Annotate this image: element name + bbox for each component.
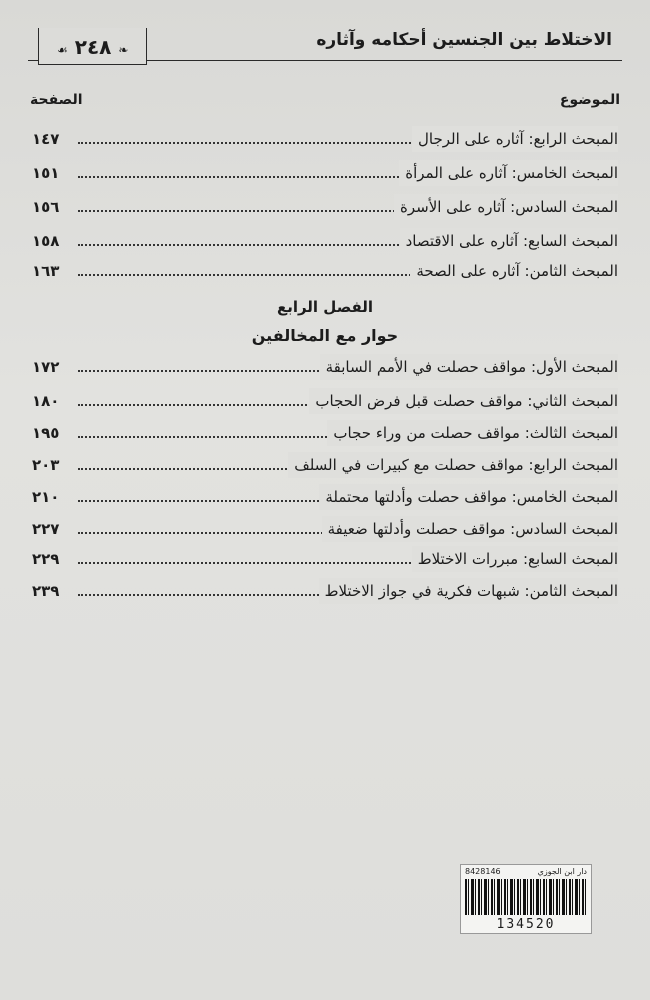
toc-row <box>32 228 618 254</box>
toc-row <box>32 546 618 572</box>
chapter-title: الفصل الرابع <box>276 298 374 316</box>
chapter-subtitle: حوار مع المخالفين <box>251 326 399 345</box>
toc-row <box>32 126 618 152</box>
toc-page: ١٦٣ <box>32 262 60 280</box>
ornament-icon: ❧ <box>118 43 129 57</box>
barcode-publisher: دار ابن الجوزي <box>537 867 587 876</box>
toc-label: المبحث السابع: آثاره على الاقتصاد <box>400 228 618 254</box>
barcode-number: 134520 <box>496 917 556 932</box>
toc-page: ١٤٧ <box>32 130 60 148</box>
toc-page: ٢٢٩ <box>32 550 60 568</box>
toc-row <box>32 388 618 414</box>
ornament-icon: ☙ <box>57 43 68 57</box>
barcode-sticker <box>460 864 592 934</box>
toc-row <box>32 516 618 542</box>
topic-column-header: الموضوع <box>559 92 620 108</box>
toc-row <box>32 258 618 284</box>
toc-row <box>32 160 618 186</box>
toc-row <box>32 354 618 380</box>
toc-label: المبحث السادس: آثاره على الأسرة <box>394 194 618 220</box>
toc-page: ١٥١ <box>32 164 60 182</box>
barcode-icon <box>465 879 587 915</box>
page-column-header: الصفحة <box>30 92 83 108</box>
toc-label: المبحث الثامن: شبهات فكرية في جواز الاختلاط <box>319 578 618 604</box>
barcode-code: 8428146 <box>465 867 501 876</box>
toc-label: المبحث السادس: مواقف حصلت وأدلتها ضعيفة <box>322 516 618 542</box>
toc-label: المبحث السابع: مبررات الاختلاط <box>412 546 618 572</box>
toc-page: ٢٢٧ <box>32 520 60 538</box>
toc-label: المبحث الثامن: آثاره على الصحة <box>410 258 618 284</box>
toc-page: ٢١٠ <box>32 488 60 506</box>
toc-label: المبحث الرابع: مواقف حصلت مع كبيرات في السلف <box>288 452 618 478</box>
page-number-box <box>38 28 147 65</box>
column-headers <box>30 92 620 114</box>
toc-row <box>32 420 618 446</box>
toc-page: ١٨٠ <box>32 392 60 410</box>
toc-label: المبحث الخامس: آثاره على المرأة <box>399 160 618 186</box>
toc-label: المبحث الثالث: مواقف حصلت من وراء حجاب <box>327 420 618 446</box>
toc-row <box>32 194 618 220</box>
page-number: ٢٤٨ <box>74 35 112 59</box>
toc-page: ١٩٥ <box>32 424 60 442</box>
toc-label: المبحث الثاني: مواقف حصلت قبل فرض الحجاب <box>309 388 618 414</box>
toc-row <box>32 578 618 604</box>
toc-row <box>32 452 618 478</box>
toc-label: المبحث الأول: مواقف حصلت في الأمم السابقة <box>320 354 618 380</box>
running-title: الاختلاط بين الجنسين أحكامه وآثاره <box>316 30 612 50</box>
toc-page: ١٥٦ <box>32 198 60 216</box>
toc-row <box>32 484 618 510</box>
page-header <box>28 30 622 74</box>
toc-page: ١٧٢ <box>32 358 60 376</box>
toc-label: المبحث الرابع: آثاره على الرجال <box>412 126 618 152</box>
toc-page: ٢٠٣ <box>32 456 60 474</box>
toc-label: المبحث الخامس: مواقف حصلت وأدلتها محتملة <box>319 484 618 510</box>
toc-page: ١٥٨ <box>32 232 60 250</box>
toc-page: ٢٣٩ <box>32 582 60 600</box>
